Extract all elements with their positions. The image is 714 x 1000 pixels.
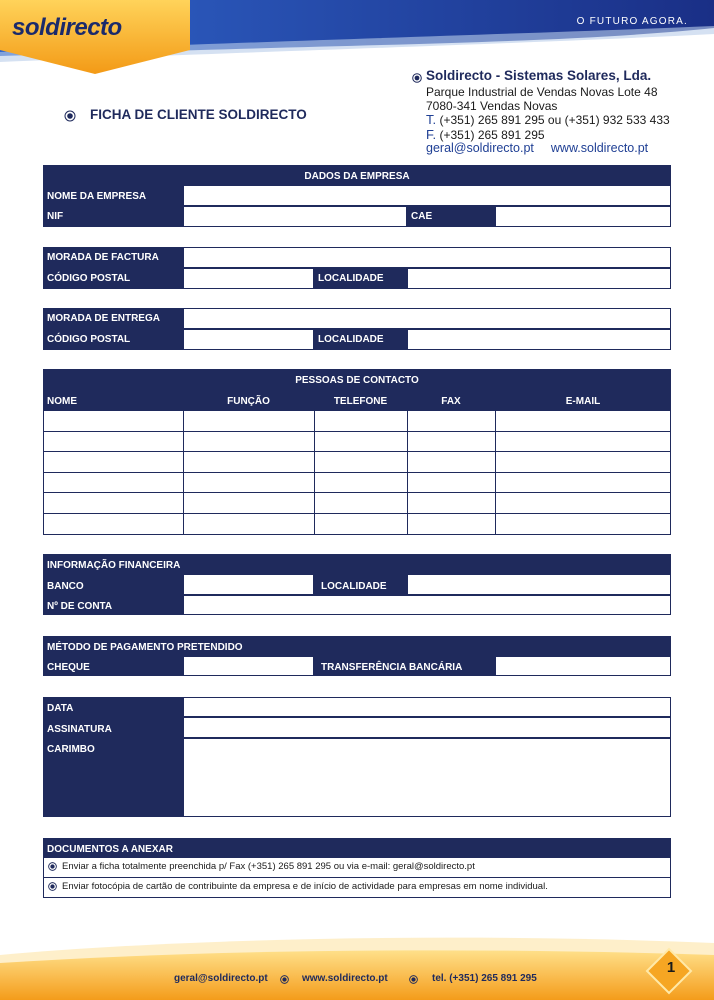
company-name: Soldirecto - Sistemas Solares, Lda. — [426, 68, 652, 83]
phone-number: (+351) 265 891 295 ou (+351) 932 533 433 — [439, 113, 670, 127]
footer-phone: tel. (+351) 265 891 295 — [432, 973, 537, 984]
phone-letter: T. — [426, 112, 437, 127]
transferencia-label: TRANSFERÊNCIA BANCÁRIA — [321, 662, 463, 673]
footer-banner — [0, 925, 714, 1000]
data-label: DATA — [47, 703, 74, 714]
morada-factura-field[interactable] — [183, 247, 671, 268]
cae-field[interactable] — [495, 206, 671, 227]
company-address-line2: 7080-341 Vendas Novas — [426, 99, 558, 113]
col-funcao: FUNÇÃO — [227, 396, 270, 407]
localidade-banco-label: LOCALIDADE — [321, 581, 387, 592]
documento-text: Enviar a ficha totalmente preenchida p/ Fax (+351) 265 891 295 ou via e-mail: geral@soldirecto.pt — [62, 861, 475, 872]
contact-email-cell[interactable] — [495, 492, 671, 514]
documento-bullet-icon — [48, 882, 57, 891]
carimbo-label: CARIMBO — [47, 744, 95, 755]
localidade-factura-field[interactable] — [407, 268, 671, 289]
contact-telefone-cell[interactable] — [314, 410, 408, 432]
contact-nome-cell[interactable] — [43, 410, 184, 432]
col-telefone: TELEFONE — [333, 396, 388, 407]
contact-fax-cell[interactable] — [407, 513, 496, 535]
contact-email-cell[interactable] — [495, 431, 671, 453]
company-fax — [426, 127, 545, 142]
col-nome: NOME — [47, 396, 77, 407]
contact-email-cell[interactable] — [495, 513, 671, 535]
contact-fax-cell[interactable] — [407, 492, 496, 514]
contact-fax-cell[interactable] — [407, 451, 496, 473]
transferencia-field[interactable] — [495, 656, 671, 676]
banco-field[interactable] — [183, 574, 314, 595]
footer-email-link[interactable]: geral@soldirecto.pt — [174, 973, 268, 984]
footer-bullet-icon — [280, 975, 289, 984]
contact-telefone-cell[interactable] — [314, 492, 408, 514]
page-number: 1 — [666, 959, 676, 976]
contact-funcao-cell[interactable] — [183, 451, 315, 473]
col-fax: FAX — [441, 396, 461, 407]
documento-item — [43, 878, 671, 898]
footer-bullet-icon — [409, 975, 418, 984]
fax-number: (+351) 265 891 295 — [439, 128, 545, 142]
contact-fax-cell[interactable] — [407, 472, 496, 494]
morada-entrega-field[interactable] — [183, 308, 671, 329]
localidade-banco-field[interactable] — [407, 574, 671, 595]
contact-email-cell[interactable] — [495, 451, 671, 473]
documento-item — [43, 858, 671, 878]
nome-empresa-field[interactable] — [183, 185, 671, 206]
cae-label: CAE — [411, 211, 433, 222]
company-email-link[interactable]: geral@soldirecto.pt — [426, 141, 534, 155]
numero-conta-label: Nº DE CONTA — [47, 601, 113, 612]
brand-logo — [12, 14, 122, 42]
contact-funcao-cell[interactable] — [183, 410, 315, 432]
codigo-postal-factura-field[interactable] — [183, 268, 314, 289]
company-contacts — [426, 141, 648, 155]
contact-nome-cell[interactable] — [43, 472, 184, 494]
form-title: FICHA DE CLIENTE SOLDIRECTO — [90, 107, 307, 122]
contact-funcao-cell[interactable] — [183, 472, 315, 494]
contact-nome-cell[interactable] — [43, 451, 184, 473]
company-address-line1: Parque Industrial de Vendas Novas Lote 48 — [426, 85, 658, 99]
documentos-title: DOCUMENTOS A ANEXAR — [47, 844, 173, 855]
codigo-postal-entrega-field[interactable] — [183, 329, 314, 350]
contact-telefone-cell[interactable] — [314, 472, 408, 494]
assinatura-field[interactable] — [183, 717, 671, 738]
contact-telefone-cell[interactable] — [314, 451, 408, 473]
title-bullet-icon — [64, 110, 76, 122]
contact-fax-cell[interactable] — [407, 410, 496, 432]
cheque-label: CHEQUE — [47, 662, 90, 673]
banco-label: BANCO — [47, 581, 84, 592]
fax-letter: F. — [426, 127, 437, 142]
brand-tagline: O FUTURO AGORA. — [576, 16, 688, 27]
footer-website-link[interactable]: www.soldirecto.pt — [302, 973, 388, 984]
brand-logo-text: soldirecto — [12, 14, 122, 41]
codigo-postal-entrega-label: CÓDIGO POSTAL — [47, 334, 131, 345]
company-phone — [426, 112, 670, 127]
informacao-financeira-title: INFORMAÇÃO FINANCEIRA — [47, 560, 181, 571]
contact-telefone-cell[interactable] — [314, 431, 408, 453]
assinatura-label: ASSINATURA — [47, 724, 112, 735]
codigo-postal-factura-label: CÓDIGO POSTAL — [47, 273, 131, 284]
documento-text: Enviar fotocópia de cartão de contribuinte da empresa e de início de actividade para empresas em nome individual. — [62, 881, 548, 892]
carimbo-field[interactable] — [183, 738, 671, 817]
morada-entrega-label: MORADA DE ENTREGA — [47, 313, 160, 324]
contact-email-cell[interactable] — [495, 472, 671, 494]
col-email: E-MAIL — [565, 396, 601, 407]
contact-email-cell[interactable] — [495, 410, 671, 432]
contact-funcao-cell[interactable] — [183, 431, 315, 453]
contact-nome-cell[interactable] — [43, 492, 184, 514]
contact-fax-cell[interactable] — [407, 431, 496, 453]
localidade-entrega-label: LOCALIDADE — [318, 334, 384, 345]
company-bullet-icon — [412, 73, 422, 83]
company-website-link[interactable]: www.soldirecto.pt — [550, 141, 649, 155]
metodo-pagamento-title: MÉTODO DE PAGAMENTO PRETENDIDO — [47, 642, 243, 653]
numero-conta-field[interactable] — [183, 595, 671, 615]
contact-nome-cell[interactable] — [43, 513, 184, 535]
documento-bullet-icon — [48, 862, 57, 871]
contact-funcao-cell[interactable] — [183, 492, 315, 514]
data-field[interactable] — [183, 697, 671, 717]
nif-field[interactable] — [183, 206, 407, 227]
nome-empresa-label: NOME DA EMPRESA — [47, 191, 147, 202]
morada-factura-label: MORADA DE FACTURA — [47, 252, 159, 263]
nif-label: NIF — [47, 211, 64, 222]
cheque-field[interactable] — [183, 656, 314, 676]
pessoas-contacto-title: PESSOAS DE CONTACTO — [295, 375, 419, 386]
contact-funcao-cell[interactable] — [183, 513, 315, 535]
dados-empresa-title: DADOS DA EMPRESA — [304, 171, 410, 182]
localidade-entrega-field[interactable] — [407, 329, 671, 350]
contact-telefone-cell[interactable] — [314, 513, 408, 535]
contact-nome-cell[interactable] — [43, 431, 184, 453]
localidade-factura-label: LOCALIDADE — [318, 273, 384, 284]
